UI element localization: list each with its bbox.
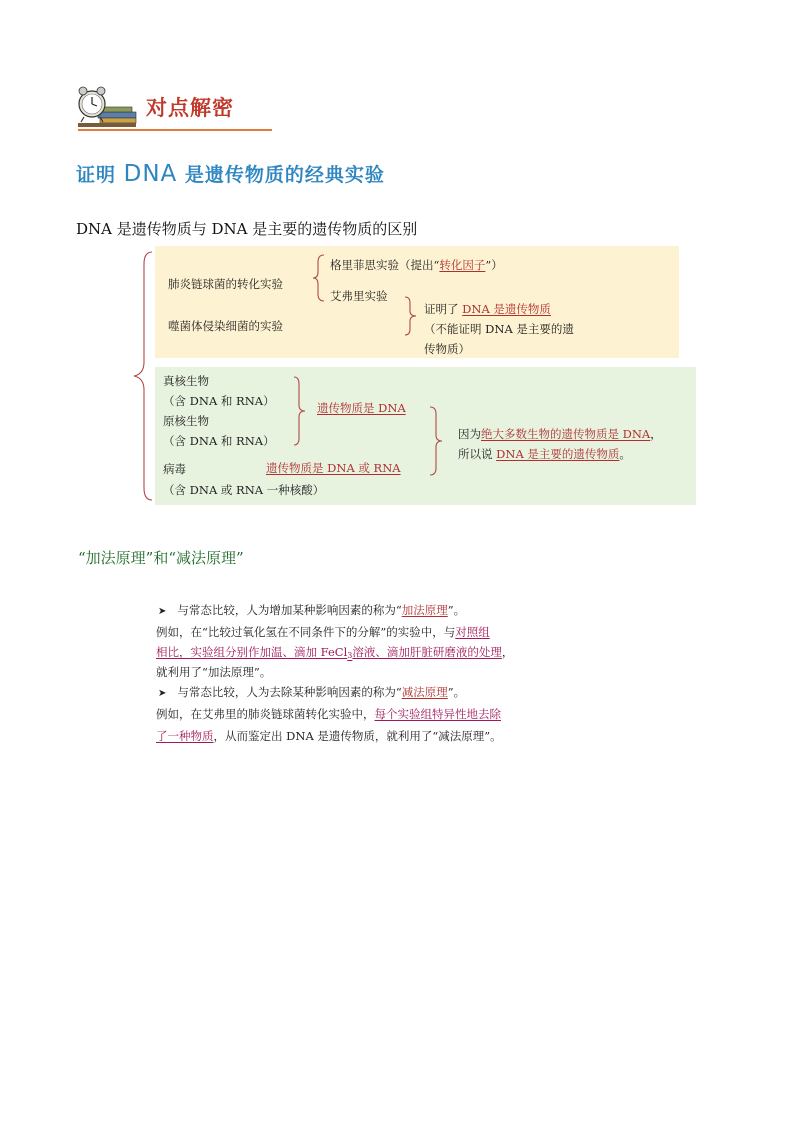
proved-dna: 证明了 DNA 是遗传物质 — [424, 302, 551, 316]
section-heading: DNA 是遗传物质与 DNA 是主要的遗传物质的区别 — [76, 220, 418, 238]
brace-experiments — [312, 254, 326, 302]
outer-brace — [128, 250, 158, 502]
section2-heading: “加法原理”和“减法原理” — [78, 549, 244, 567]
alarm-clock-books-icon — [76, 84, 138, 128]
exp-pneumococcus: 肺炎链球菌的转化实验 — [168, 277, 283, 291]
proof-note-line2: 传物质） — [424, 342, 470, 356]
virus: 病毒 — [163, 462, 186, 476]
arrowhead-bullet-icon: ➤ — [158, 606, 167, 617]
para-addition-example-l1: 例如，在“比较过氧化氢在不同条件下的分解”的实验中，与对照组 — [156, 625, 490, 639]
conclusion-line1: 因为绝大多数生物的遗传物质是 DNA， — [458, 427, 662, 441]
virus-note: （含 DNA 或 RNA 一种核酸） — [163, 483, 325, 497]
result-dna-or-rna: 遗传物质是 DNA 或 RNA — [266, 461, 401, 475]
avery-experiment: 艾弗里实验 — [330, 289, 388, 303]
arrowhead-bullet-icon: ➤ — [158, 688, 167, 699]
brace-conclusion — [428, 406, 446, 476]
brace-proof — [403, 296, 419, 336]
para-addition-example-l2: 相比，实验组分别作加温、滴加 FeCl3溶液、滴加肝脏研磨液的处理， — [156, 645, 514, 660]
conclusion-line2: 所以说 DNA 是主要的遗传物质。 — [458, 447, 631, 461]
prokaryote-note: （含 DNA 和 RNA） — [163, 434, 275, 448]
para-subtraction-definition: ➤ 与常态比较，人为去除某种影响因素的称为“减法原理”。 — [158, 685, 466, 699]
prokaryote: 原核生物 — [163, 414, 209, 428]
para-subtraction-example-l1: 例如，在艾弗里的肺炎链球菌转化实验中，每个实验组特异性地去除 — [156, 707, 501, 721]
eukaryote: 真核生物 — [163, 374, 209, 388]
para-addition-example-l3: 就利用了“加法原理”。 — [156, 665, 272, 679]
griffith-experiment: 格里菲思实验（提出“转化因子”） — [330, 258, 503, 272]
proof-note-line1: （不能证明 DNA 是主要的遗 — [424, 322, 574, 336]
eukaryote-note: （含 DNA 和 RNA） — [163, 394, 275, 408]
para-addition-definition: ➤ 与常态比较，人为增加某种影响因素的称为“加法原理”。 — [158, 603, 466, 617]
brace-cellular — [292, 376, 308, 446]
para-subtraction-example-l2: 了一种物质，从而鉴定出 DNA 是遗传物质，就利用了“减法原理”。 — [156, 729, 502, 743]
main-title: 证明 DNA 是遗传物质的经典实验 — [76, 161, 385, 187]
exp-phage: 噬菌体侵染细菌的实验 — [168, 319, 283, 333]
header-title: 对点解密 — [146, 96, 234, 120]
header-underline — [78, 129, 272, 131]
result-dna: 遗传物质是 DNA — [317, 401, 406, 415]
